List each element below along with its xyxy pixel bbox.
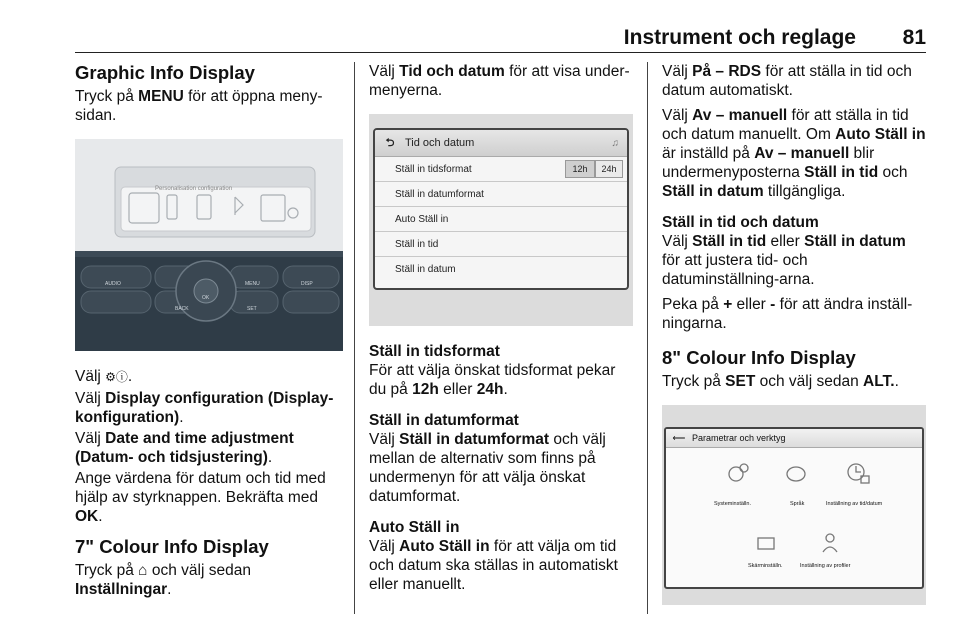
paragraph-tidsformat: För att välja önskat tidsformat pekar du på 12h eller 24h. xyxy=(369,362,616,398)
panel-label-config: Personalisation configuration xyxy=(155,186,233,192)
parameters-header xyxy=(666,429,922,448)
subheading-tidsformat: Ställ in tidsformat xyxy=(369,343,500,360)
back-arrow-icon[interactable]: ⮌ xyxy=(385,136,395,149)
subheading-auto: Auto Ställ in xyxy=(369,519,460,536)
item-profiles[interactable]: Inställning av profiler xyxy=(800,563,851,569)
paragraph-display-config: Välj Display configuration (Display-konfiguration). xyxy=(75,390,334,426)
screen-title: Tid och datum xyxy=(405,136,475,149)
system-settings-icon xyxy=(729,467,743,481)
control-panel-image xyxy=(75,139,343,351)
btn-12h[interactable]: 12h xyxy=(565,160,595,178)
panel-label-audio: AUDIO xyxy=(105,281,121,287)
paragraph-adjust: Välj Ställ in tid eller Ställ in datum för att justera tid- och datuminställning-arna. xyxy=(662,233,906,288)
panel-label-back: BACK xyxy=(175,306,189,312)
language-icon xyxy=(787,467,805,481)
screen-header xyxy=(375,130,627,157)
column-2 xyxy=(369,62,633,600)
parameters-screen xyxy=(664,427,924,589)
item-system[interactable]: Systeminställn. xyxy=(714,501,751,507)
display-settings-icon xyxy=(758,538,774,549)
panel-label-disp: DISP xyxy=(301,281,313,287)
screen-row-tid[interactable]: Ställ in tid xyxy=(375,232,627,257)
paragraph-enter-values: Ange värdena för datum och tid med hjälp av styrknappen. Bekräfta med OK. xyxy=(75,470,326,525)
home-icon: ⌂ xyxy=(138,562,148,579)
panel-label-ok: OK xyxy=(202,295,210,301)
page-header xyxy=(75,22,926,53)
screen-row-tidsformat[interactable]: Ställ in tidsformat 12h 24h xyxy=(375,157,627,182)
paragraph-select-icon: Välj ⚙ⓘ. xyxy=(75,368,133,385)
paragraph-date-time-adjust: Välj Date and time adjustment (Datum- och tidsjustering). xyxy=(75,430,294,466)
profile-icon xyxy=(826,534,834,542)
paragraph-rds: Välj På – RDS för att ställa in tid och datum automatiskt. xyxy=(662,63,912,99)
paragraph-menu: Tryck på MENU för att öppna meny-sidan. xyxy=(75,88,323,124)
btn-24h[interactable]: 24h xyxy=(595,160,623,178)
paragraph-home-settings: Tryck på ⌂ och välj sedan Inställningar. xyxy=(75,562,251,598)
paragraph-plus-minus: Peka på + eller - för att ändra inställ-ningarna. xyxy=(662,296,913,332)
back-arrow-icon-2[interactable]: ⟵ xyxy=(672,432,686,443)
parameters-icons xyxy=(666,448,924,586)
paragraph-tid-och-datum: Välj Tid och datum för att visa under-menyerna. xyxy=(369,63,630,99)
time-date-screen xyxy=(373,128,629,290)
paragraph-set-alt: Tryck på SET och välj sedan ALT.. xyxy=(662,373,899,390)
paragraph-auto: Välj Auto Ställ in för att välja om tid och datum ska ställas in automatiskt eller manuellt. xyxy=(369,538,618,593)
screen-row-auto[interactable]: Auto Ställ in xyxy=(375,207,627,232)
column-divider-1 xyxy=(354,62,355,614)
subheading-datumformat: Ställ in datumformat xyxy=(369,412,519,429)
header-title: Instrument och reglage xyxy=(623,26,856,49)
time-date-screen-image xyxy=(369,114,633,326)
paragraph-datumformat: Välj Ställ in datumformat och välj mellan de alternativ som finns på undermenyn för att välja önskat datumformat. xyxy=(369,431,606,505)
parameters-title: Parametrar och verktyg xyxy=(692,432,786,443)
subheading-tid-och-datum: Ställ in tid och datum xyxy=(662,214,819,231)
page-number: 81 xyxy=(902,26,926,49)
item-time-date[interactable]: Inställning av tid/datum xyxy=(826,501,883,507)
screen-row-datumformat[interactable]: Ställ in datumformat xyxy=(375,182,627,207)
column-1 xyxy=(75,62,343,605)
panel-label-set: SET xyxy=(247,306,257,312)
heading-7-inch-display: 7" Colour Info Display xyxy=(75,536,269,557)
heading-8-inch-display: 8" Colour Info Display xyxy=(662,347,856,368)
column-divider-2 xyxy=(647,62,648,614)
control-panel-illustration xyxy=(75,139,343,351)
panel-label-menu: MENU xyxy=(245,281,260,287)
item-display[interactable]: Skärminställn. xyxy=(748,563,783,569)
settings-info-icon: ⚙ⓘ xyxy=(105,370,128,384)
column-3 xyxy=(662,62,926,605)
paragraph-manuell: Välj Av – manuell för att ställa in tid och datum manuellt. Om Auto Ställ in är inställd på Av – manuell blir undermenyposterna Ställ in tid och Ställ in datum tillgängliga. xyxy=(662,107,926,200)
music-note-icon: ♫ xyxy=(611,137,619,149)
heading-graphic-info-display: Graphic Info Display xyxy=(75,62,255,83)
parameters-screen-image xyxy=(662,405,926,605)
screen-row-datum[interactable]: Ställ in datum xyxy=(395,263,456,275)
item-language[interactable]: Språk xyxy=(790,501,805,507)
